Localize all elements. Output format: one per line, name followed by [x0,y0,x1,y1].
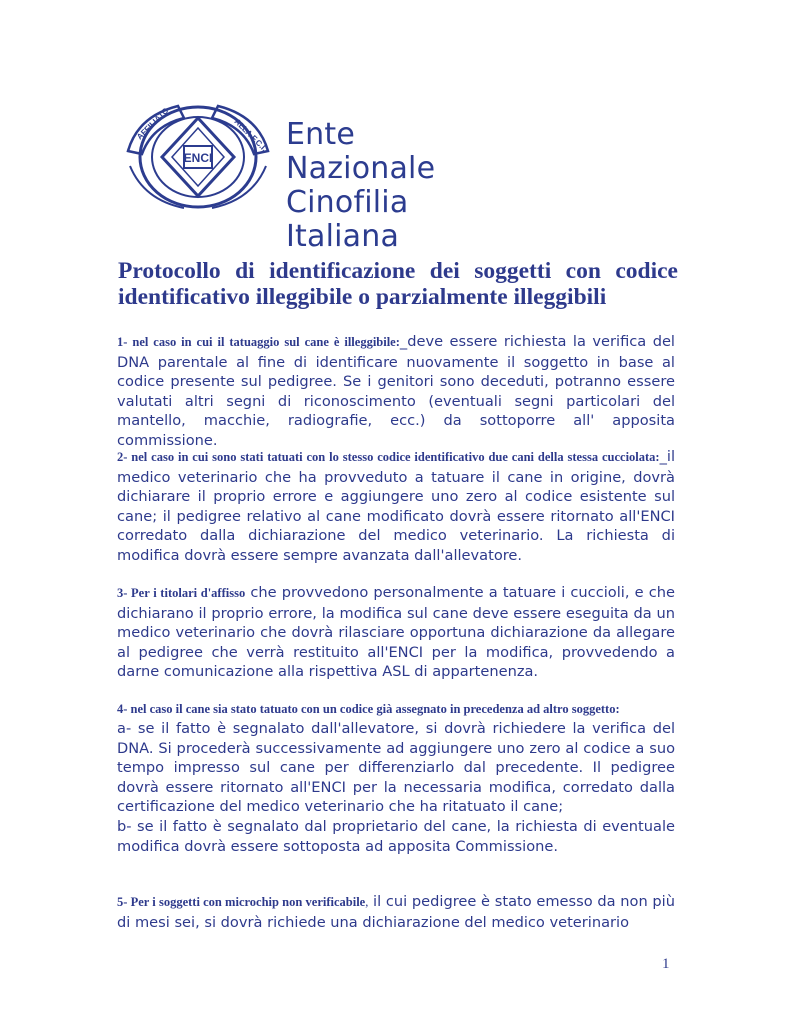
section-1-lead: 1- nel caso in cui il tatuaggio sul cane è illeggibile: [117,335,400,349]
page-number: 1 [662,956,670,972]
svg-text:AFFILIATO: AFFILIATO [135,106,171,142]
section-4 [117,700,675,856]
section-3-body: che provvedono personalmente a tatuare i cuccioli, e che dichiarano il proprio errore, la modifica sul cane deve essere eseguita da un medico veterinario che dovrà rilasciare opportuna dichiarazione da allegare al pedigree che verrà restituito all'ENCI per la modifica, provvedendo a darne comunicazione alla rispettiva ASL di appartenenza. [117,584,676,681]
section-5-body: il cui pedigree è stato emesso da non più di mesi sei, si dovrà richiede una dichiarazione del medico veterinario [117,893,675,931]
logo-line-1: Ente Nazionale [286,117,436,186]
section-4-item-b: b- se il fatto è segnalato dal proprietario del cane, la richiesta di eventuale modifica dovrà essere sottoposta ad apposita Commissione. [117,817,675,855]
section-5 [117,892,675,932]
svg-text:ALLA F.C.I.: ALLA F.C.I. [232,117,269,154]
section-2 [117,447,675,566]
section-4-item-a: a- se il fatto è segnalato dall'allevatore, si dovrà richiedere la verifica del DNA. Si procederà successivamente ad aggiungere uno zero al codice a suo tempo impresso sul cane per differenziarlo dal precedente. Il pedigree dovrà essere ritornato all'ENCI per la necessaria modifica, corredato dalla certificazione del medico veterinario che ha ritatuato il cane; [117,720,675,816]
section-1-body: _deve essere richiesta la verifica del DNA parentale al fine di identificare nuovamente il soggetto in base al codice presente sul pedigree. Se i genitori sono deceduti, potranno essere valutati altri segni di riconoscimento (eventuali segni particolari del mantello, macchie, radiografie, ecc.) da sottoporre all' apposita commissione. [117,333,675,449]
section-4-lead: 4- nel caso il cane sia stato tatuato con un codice già assegnato in precedenza ad altro soggetto: [117,702,620,716]
section-5-lead: 5- Per i soggetti con microchip non verificabile [117,895,366,909]
logo-wordmark [286,118,508,254]
section-2-lead: 2- nel caso in cui sono stati tatuati con lo stesso codice identificativo due cani della stessa cucciolata: [117,450,660,464]
section-1 [117,332,675,451]
logo-line-2: Cinofilia Italiana [286,185,409,254]
enci-emblem [118,96,278,218]
section-5-lead-suffix: , [365,895,369,909]
enci-logo [118,96,508,254]
document-title: Protocollo di identificazione dei soggetti con codice identificativo illeggibile o parzialmente illeggibili [118,258,678,310]
section-2-body: _il medico veterinario che ha provveduto a tatuare il cane in origine, dovrà dichiarare il proprio errore e aggiungere uno zero al codice esistente sul cane; il pedigree relativo al cane modificato dovrà essere ritornato all'ENCI corredato dalla dichiarazione del medico veterinario. La richiesta di modifica dovrà essere sempre avanzata dall'allevatore. [117,448,675,564]
section-3 [117,583,675,682]
section-3-lead: 3- Per i titolari d'affisso [117,586,246,600]
svg-text:ENCI: ENCI [183,151,213,165]
